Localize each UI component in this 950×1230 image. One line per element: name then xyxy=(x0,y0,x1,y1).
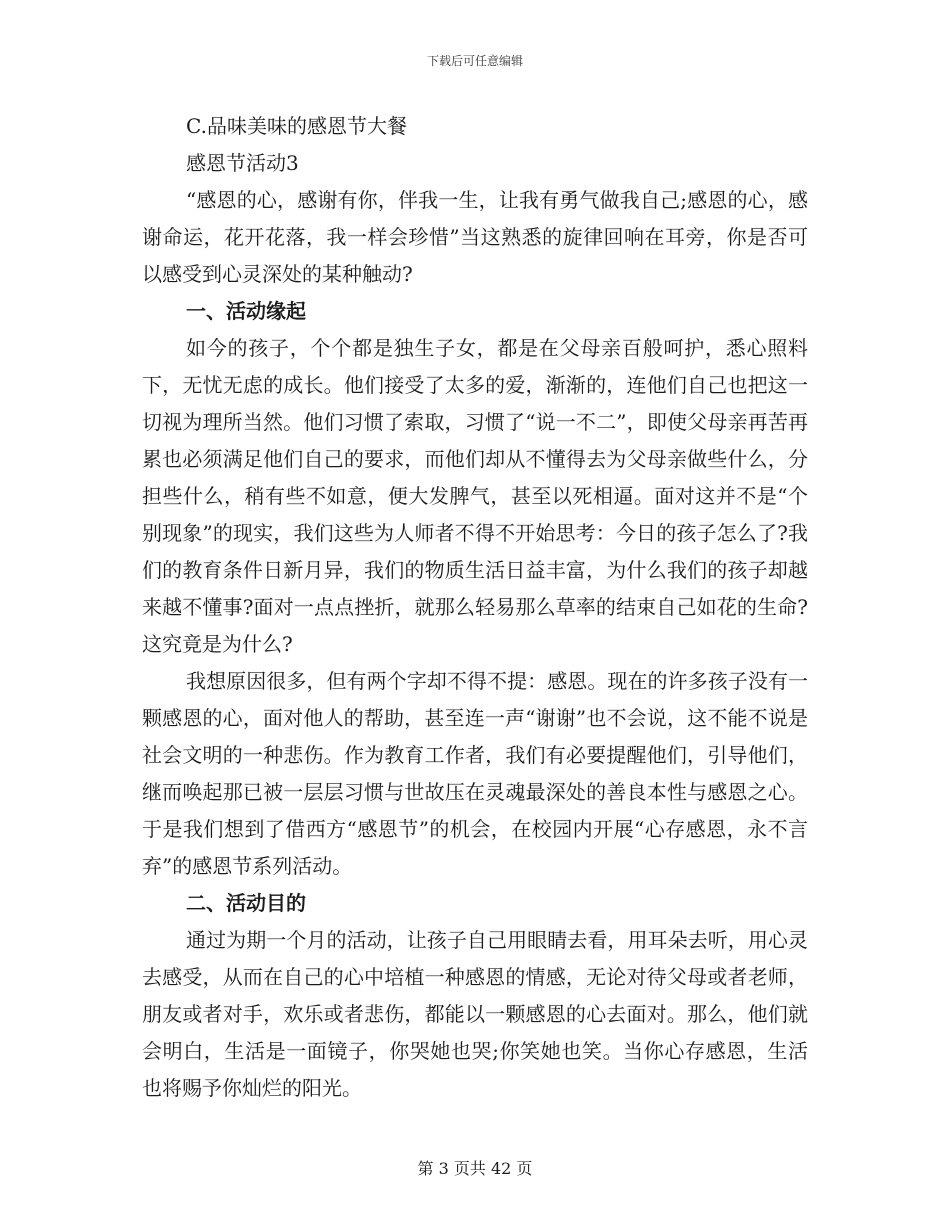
paragraph-body-1: 如今的孩子，个个都是独生子女，都是在父母亲百般呵护，悉心照料下，无忧无虑的成长。他们接受了太多的爱，渐渐的，连他们自己也把这一切视为理所当然。他们习惯了索取，习惯了“说一不二”，即使父母亲再苦再累也必须满足他们自己的要求，而他们却从不懂得去为父母亲做些什么，分担些什么，稍有些不如意，便大发脾气，甚至以死相逼。面对这并不是“个别现象”的现实，我们这些为人师者不得不开始思考：今日的孩子怎么了?我们的教育条件日新月异，我们的物质生活日益丰富，为什么我们的孩子却越来越不懂事?面对一点点挫折，就那么轻易那么草率的结束自己如花的生命?这究竟是为什么? xyxy=(142,336,808,656)
paragraph-body-2: 我想原因很多，但有两个字却不得不提：感恩。现在的许多孩子没有一颗感恩的心，面对他人的帮助，甚至连一声“谢谢”也不会说，这不能不说是社会文明的一种悲伤。作为教育工作者，我们有必要提醒他们，引导他们，继而唤起那已被一层层习惯与世故压在灵魂最深处的善良本性与感恩之心。于是我们想到了借西方“感恩节”的机会，在校园内开展“心存感恩，永不言弃”的感恩节系列活动。 xyxy=(142,669,808,878)
paragraph-body-3: 通过为期一个月的活动，让孩子自己用眼睛去看，用耳朵去听，用心灵去感受，从而在自己的心中培植一种感恩的情感，无论对待父母或者老师，朋友或者对手，欢乐或者悲伤，都能以一颗感恩的心去面对。那么，他们就会明白，生活是一面镜子，你哭她也哭;你笑她也笑。当你心存感恩，生活也将赐予你灿烂的阳光。 xyxy=(142,928,808,1100)
paragraph-intro: “感恩的心，感谢有你，伴我一生，让我有勇气做我自己;感恩的心，感谢命运，花开花落，我一样会珍惜”当这熟悉的旋律回响在耳旁，你是否可以感受到心灵深处的某种触动? xyxy=(142,188,808,286)
document-body xyxy=(142,108,808,1107)
paragraph-title: 感恩节活动3 xyxy=(186,151,299,175)
page-header: 下载后可任意编辑 xyxy=(426,54,523,68)
page-footer: 第 3 页共 42 页 xyxy=(417,1159,533,1178)
section-heading-1: 一、活动缘起 xyxy=(186,299,306,323)
section-heading-2: 二、活动目的 xyxy=(186,891,306,915)
paragraph-line-c: C.品味美味的感恩节大餐 xyxy=(186,114,407,138)
